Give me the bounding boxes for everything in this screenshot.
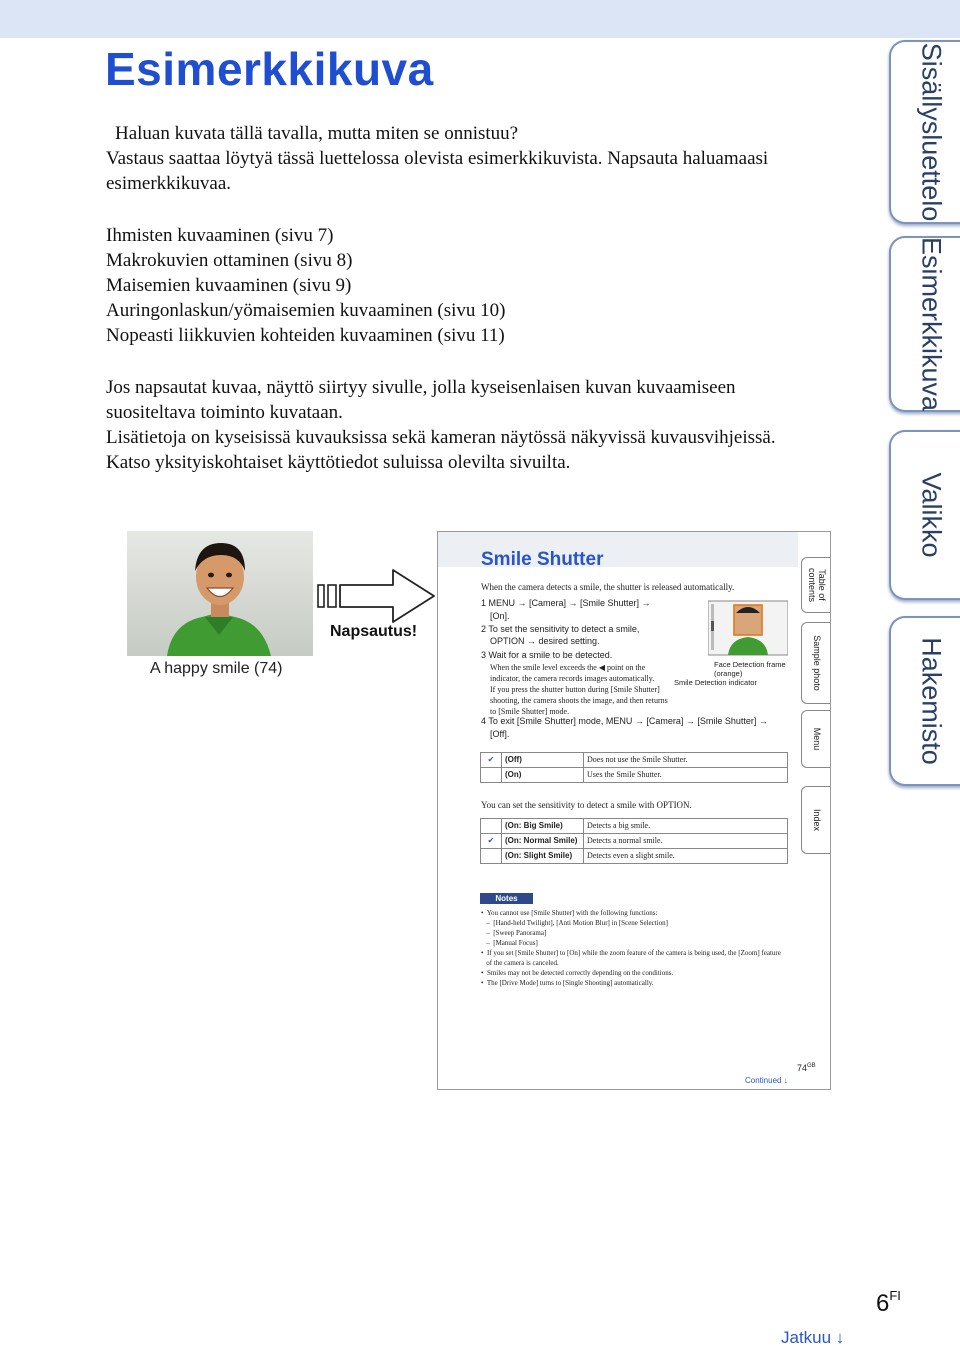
info-line: Katso yksityiskohtaiset käyttötiedot suluissa olevilta sivuilta. — [106, 452, 571, 473]
intro-line: esimerkkikuvaa. — [106, 173, 232, 194]
tab-label: Hakemisto — [916, 637, 947, 765]
top-header-bar — [0, 0, 960, 38]
page-number: $6^{FI}$ — [876, 1288, 901, 1317]
tab-table-of-contents[interactable] — [889, 40, 960, 224]
note-line: • The [Drive Mode] turns to [Single Shooting] automatically. — [481, 979, 654, 987]
manual-step-1b: [On]. — [490, 611, 510, 621]
manual-tab-label: Index — [812, 808, 822, 832]
link-list — [106, 223, 505, 348]
manual-tab-label: Menu — [812, 727, 822, 751]
manual-step-3-desc: indicator, the camera records images automatically. — [490, 674, 655, 683]
info-line: suositeltava toiminto kuvataan. — [106, 402, 343, 423]
manual-step-1: 1 MENU → [Camera] → [Smile Shutter] → — [481, 598, 651, 608]
link-landscape[interactable]: Maisemien kuvaaminen (sivu 9) — [106, 275, 352, 296]
click-arrow-icon — [317, 568, 437, 624]
manual-step-4: 4 To exit [Smile Shutter] mode, MENU → [Camera] → [Smile Shutter] → — [481, 716, 768, 726]
manual-continued: Continued ↓ — [745, 1076, 788, 1085]
click-label: Napsautus! — [330, 623, 418, 640]
notes-heading: Notes — [480, 893, 533, 904]
callout-face-frame-color: (orange) — [714, 669, 743, 678]
callout-face-frame: Face Detection frame — [714, 660, 786, 669]
example-photo[interactable] — [127, 531, 313, 656]
link-people[interactable]: Ihmisten kuvaaminen (sivu 7) — [106, 225, 334, 246]
option-name: (On: Normal Smile) — [502, 834, 584, 849]
table-row — [481, 849, 788, 864]
check-icon: ✔ — [481, 834, 502, 849]
manual-intro: When the camera detects a smile, the shutter is released automatically. — [481, 582, 735, 592]
table-row — [481, 819, 788, 834]
note-line: – [Manual Focus] — [481, 939, 538, 947]
manual-tab-label: Sample photo — [812, 635, 822, 691]
option-name: (On) — [502, 768, 584, 783]
table-row — [481, 834, 788, 849]
tab-label: Esimerkkikuva — [916, 236, 947, 412]
manual-step-3-desc: shooting, the camera shoots the image, and then returns — [490, 696, 668, 705]
note-line: – [Hand-held Twilight], [Anti Motion Blur] in [Scene Selection] — [481, 919, 668, 927]
manual-tab-index — [801, 786, 831, 854]
option-desc: Detects a big smile. — [584, 819, 788, 834]
manual-step-3: 3 Wait for a smile to be detected. — [481, 650, 613, 660]
smiling-boy-image — [127, 531, 313, 656]
note-line: • You cannot use [Smile Shutter] with the following functions: — [481, 909, 658, 917]
info-paragraph — [106, 375, 776, 475]
tab-label: Sisällysluettelo — [916, 42, 947, 222]
link-sunset-night[interactable]: Auringonlaskun/yömaisemien kuvaaminen (sivu 10) — [106, 300, 506, 321]
manual-tab-menu — [801, 710, 831, 768]
check-icon — [481, 768, 502, 783]
camera-screen-illustration — [708, 599, 788, 659]
intro-line: Vastaus saattaa löytyä tässä luettelossa olevista esimerkkikuvista. Napsauta haluamaasi — [106, 148, 769, 169]
intro-question: Haluan kuvata tällä tavalla, mutta miten se onnistuu? — [115, 123, 519, 144]
manual-title: Smile Shutter — [481, 549, 604, 570]
check-icon: ✔ — [481, 753, 502, 768]
option-name: (On: Slight Smile) — [502, 849, 584, 864]
note-line: of the camera is canceled. — [481, 959, 559, 967]
sensitivity-table — [480, 818, 788, 864]
note-line: • If you set [Smile Shutter] to [On] while the zoom feature of the camera is being used, the [Zoom] feature — [481, 949, 781, 957]
table-row — [481, 768, 788, 783]
option-desc: Detects a normal smile. — [584, 834, 788, 849]
manual-tab-toc — [801, 557, 831, 613]
intro-paragraph — [106, 121, 768, 196]
note-line: – [Sweep Panorama] — [481, 929, 547, 937]
page-title: Esimerkkikuva — [105, 43, 434, 95]
manual-tab-label: Table of contents — [807, 567, 827, 603]
tab-index[interactable] — [889, 616, 960, 786]
link-macro[interactable]: Makrokuvien ottaminen (sivu 8) — [106, 250, 353, 271]
manual-step-3-desc: to [Smile Shutter] mode. — [490, 707, 570, 716]
info-line: Lisätietoja on kyseisissä kuvauksissa sekä kameran näytössä näkyvissä kuvausvihjeissä. — [106, 427, 776, 448]
option-desc: Does not use the Smile Shutter. — [584, 753, 788, 768]
manual-step-3-desc: If you press the shutter button during [Smile Shutter] — [490, 685, 660, 694]
manual-tab-sample — [801, 622, 831, 704]
link-fast-moving[interactable]: Nopeasti liikkuvien kohteiden kuvaaminen (sivu 11) — [106, 325, 505, 346]
check-icon — [481, 819, 502, 834]
option-name: (On: Big Smile) — [502, 819, 584, 834]
option-desc: Uses the Smile Shutter. — [584, 768, 788, 783]
manual-step-4b: [Off]. — [490, 729, 510, 739]
manual-page-number: $74^{GB}$ — [797, 1063, 816, 1073]
info-line: Jos napsautat kuvaa, näyttö siirtyy sivulle, jolla kyseisenlaisen kuvan kuvaamiseen — [106, 377, 736, 398]
tab-sample-photo[interactable] — [889, 236, 960, 412]
manual-step-2b: OPTION → desired setting. — [490, 636, 600, 646]
tab-label: Valikko — [916, 472, 947, 558]
option-name: (Off) — [502, 753, 584, 768]
note-line: • Smiles may not be detected correctly depending on the conditions. — [481, 969, 674, 977]
callout-smile-indicator: Smile Detection indicator — [674, 678, 757, 687]
continue-link[interactable]: Jatkuu ↓ — [781, 1328, 845, 1347]
check-icon — [481, 849, 502, 864]
tab-menu[interactable] — [889, 430, 960, 600]
sensitivity-intro: You can set the sensitivity to detect a smile with OPTION. — [481, 800, 692, 810]
manual-step-3-desc: When the smile level exceeds the ◀ point on the — [490, 663, 646, 672]
option-desc: Detects even a slight smile. — [584, 849, 788, 864]
manual-step-2: 2 To set the sensitivity to detect a smile, — [481, 624, 640, 634]
smile-mode-table — [480, 752, 788, 783]
manual-page-preview[interactable] — [437, 531, 831, 1090]
table-row — [481, 753, 788, 768]
example-caption[interactable]: A happy smile (74) — [150, 660, 283, 677]
